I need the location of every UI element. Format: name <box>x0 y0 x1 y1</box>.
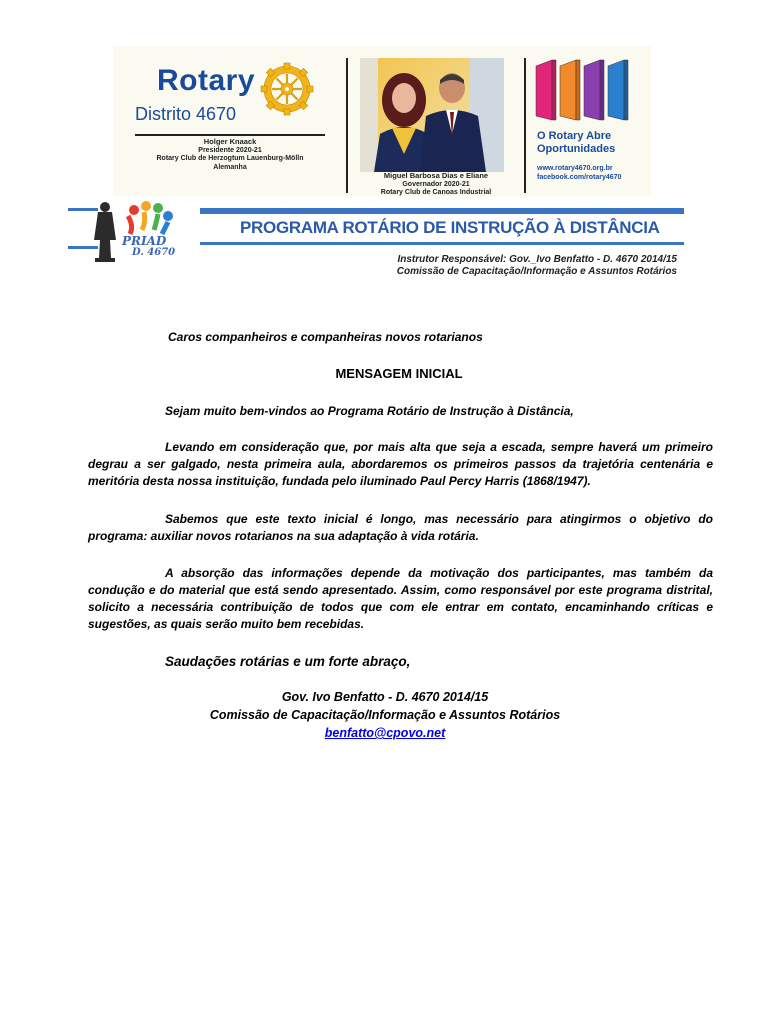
priad-logo-text <box>122 236 175 258</box>
signature-name: Gov. Ivo Benfatto - D. 4670 2014/15 <box>281 690 489 704</box>
president-name: Holger Knaack <box>203 137 257 146</box>
program-title: PROGRAMA ROTÁRIO DE INSTRUÇÃO À DISTÂNCIA <box>240 218 660 237</box>
slogan <box>537 130 637 155</box>
slogan-line-2: Oportunidades <box>537 142 616 155</box>
divider <box>524 58 526 193</box>
rotary-wheel-logo <box>260 62 314 116</box>
president-country: Alemanha <box>213 163 247 171</box>
closing-line: Saudações rotárias e um forte abraço, <box>165 654 411 669</box>
divider <box>135 134 325 136</box>
signature-commission: Comissão de Capacitação/Informação e Assuntos Rotários <box>209 708 561 722</box>
governor-title: Governador 2020-21 <box>402 180 470 188</box>
paragraph-2: Sabemos que este texto inicial é longo, mas necessário para atingirmos o objetivo do programa: auxiliar novos rotarianos na sua adaptação à vida rotária. <box>88 512 713 543</box>
governor-club: Rotary Club de Canoas Industrial <box>380 189 492 196</box>
paragraph-1: Levando em consideração que, por mais alta que seja a escada, sempre haverá um primeiro degrau a ser galgado, nesta primeira aula, abordaremos os primeiros passos da trajetória centenária e meritória desta nossa instituição, fundada pelo iluminado Paul Percy Harris (1868/1947). <box>88 440 713 488</box>
email-link[interactable]: benfatto@cpovo.net <box>324 726 446 740</box>
president-title: Presidente 2020-21 <box>198 146 262 154</box>
governor-info <box>348 172 524 198</box>
priad-logo-subtitle: D. 4670 <box>132 247 176 258</box>
slogan-line-1: O Rotary Abre <box>537 130 612 142</box>
facebook-link[interactable]: facebook.com/rotary4670 <box>537 174 622 181</box>
instructor-info <box>357 254 677 278</box>
message-heading: MENSAGEM INICIAL <box>335 366 463 381</box>
website-link[interactable]: www.rotary4670.org.br <box>537 165 613 172</box>
welcome-line: Sejam muito bem-vindos ao Programa Rotário de Instrução à Distância, <box>165 404 574 418</box>
president-info <box>135 138 325 172</box>
decorative-bar <box>200 208 684 214</box>
commission-line: Comissão de Capacitação/Informação e Assuntos Rotários <box>396 266 677 277</box>
greeting: Caros companheiros e companheiras novos rotarianos <box>168 330 483 344</box>
decorative-bar <box>200 242 684 245</box>
president-club: Rotary Club de Herzogtum Lauenburg-Mölln <box>156 155 304 162</box>
instructor-line: Instrutor Responsável: Gov._Ivo Benfatto - D. 4670 2014/15 <box>397 254 677 265</box>
doors-illustration <box>534 56 630 124</box>
contact-links <box>537 164 647 182</box>
governor-names: Miguel Barbosa Dias e Eliane <box>383 171 489 180</box>
priad-logo-title: PRIAD <box>122 234 167 248</box>
paragraph-3: A absorção das informações depende da motivação dos participantes, mas também da condução e do material que está sendo apresentado. Assim, como responsável por este programa distrital, solicito a necessária contribuição de todos que com ele entrar em contato, encaminhando críticas e sugestões, as quais serão muito bem recebidas. <box>88 566 713 631</box>
signature-block <box>170 688 600 742</box>
rotary-wordmark: Rotary <box>157 64 256 97</box>
governor-photo <box>360 58 504 172</box>
district-label: Distrito 4670 <box>135 104 237 124</box>
header-banner <box>113 46 651 196</box>
